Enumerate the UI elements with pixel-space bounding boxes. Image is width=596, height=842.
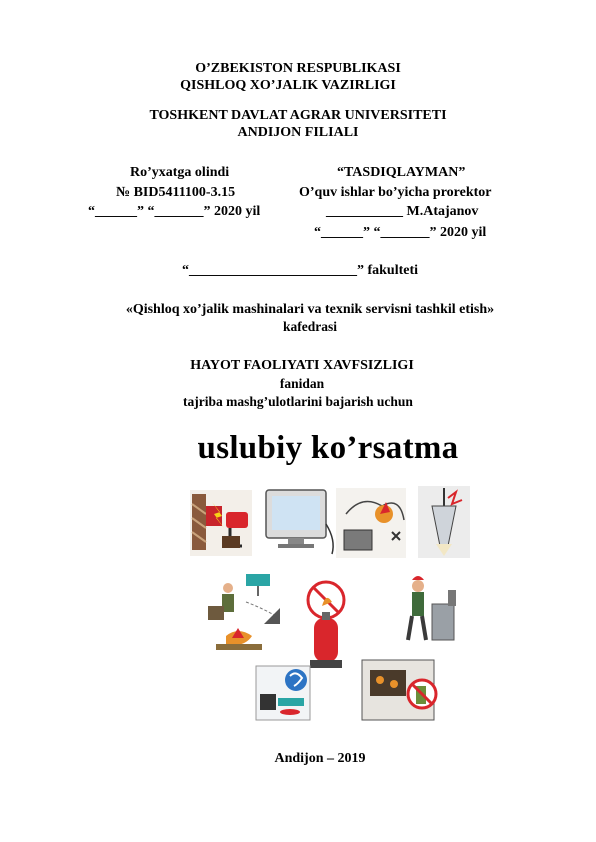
footer-city-year: Andijon – 2019 — [274, 751, 366, 766]
ministry-title: QISHLOQ XO’JALIK VAZIRLIGI — [180, 78, 396, 93]
approval-position: O’quv ishlar bo’yicha prorektor — [299, 185, 492, 200]
branch-title: ANDIJON FILIALI — [237, 125, 359, 140]
falling-load-icon — [208, 574, 280, 650]
registration-number: № BID5411100-3.15 — [116, 185, 236, 200]
ear-protection-sign-icon — [256, 666, 310, 720]
worker-machine-icon — [408, 576, 456, 640]
department-name: «Qishloq xo’jalik mashinalari va texnik servisni tashkil etish» — [125, 302, 495, 317]
department-suffix: kafedrasi — [283, 319, 337, 334]
university-title: TOSHKENT DAVLAT AGRAR UNIVERSITETI — [149, 108, 447, 123]
battery-fire-icon — [336, 488, 406, 558]
registration-label: Ro’yxatga olindi — [130, 165, 230, 180]
hanging-lamp-icon — [418, 486, 470, 558]
document-type-title: uslubiy ko’rsatma — [197, 430, 459, 466]
subject-fanidan: fanidan — [279, 376, 325, 391]
faculty-line: “________________________” fakulteti — [181, 263, 419, 278]
approval-signature-line: ___________ M.Atajanov — [326, 204, 479, 219]
computer-monitor-icon — [266, 490, 333, 554]
no-extinguisher-sign-icon — [362, 660, 436, 720]
registration-date: “______” “_______” 2020 yil — [88, 204, 261, 219]
approval-date: “______” “_______” 2020 yil — [314, 225, 487, 240]
electrical-shock-icon — [190, 490, 252, 556]
republic-title: O’ZBEKISTON RESPUBLIKASI — [195, 61, 401, 76]
subject-purpose: tajriba mashg’ulotlarini bajarish uchun — [183, 394, 413, 409]
subject-name: HAYOT FAOLIYATI XAVFSIZLIGI — [190, 358, 414, 373]
approval-label: “TASDIQLAYMAN” — [337, 165, 466, 180]
safety-illustrations — [186, 484, 476, 724]
gas-cylinder-no-fire-icon — [308, 582, 344, 668]
